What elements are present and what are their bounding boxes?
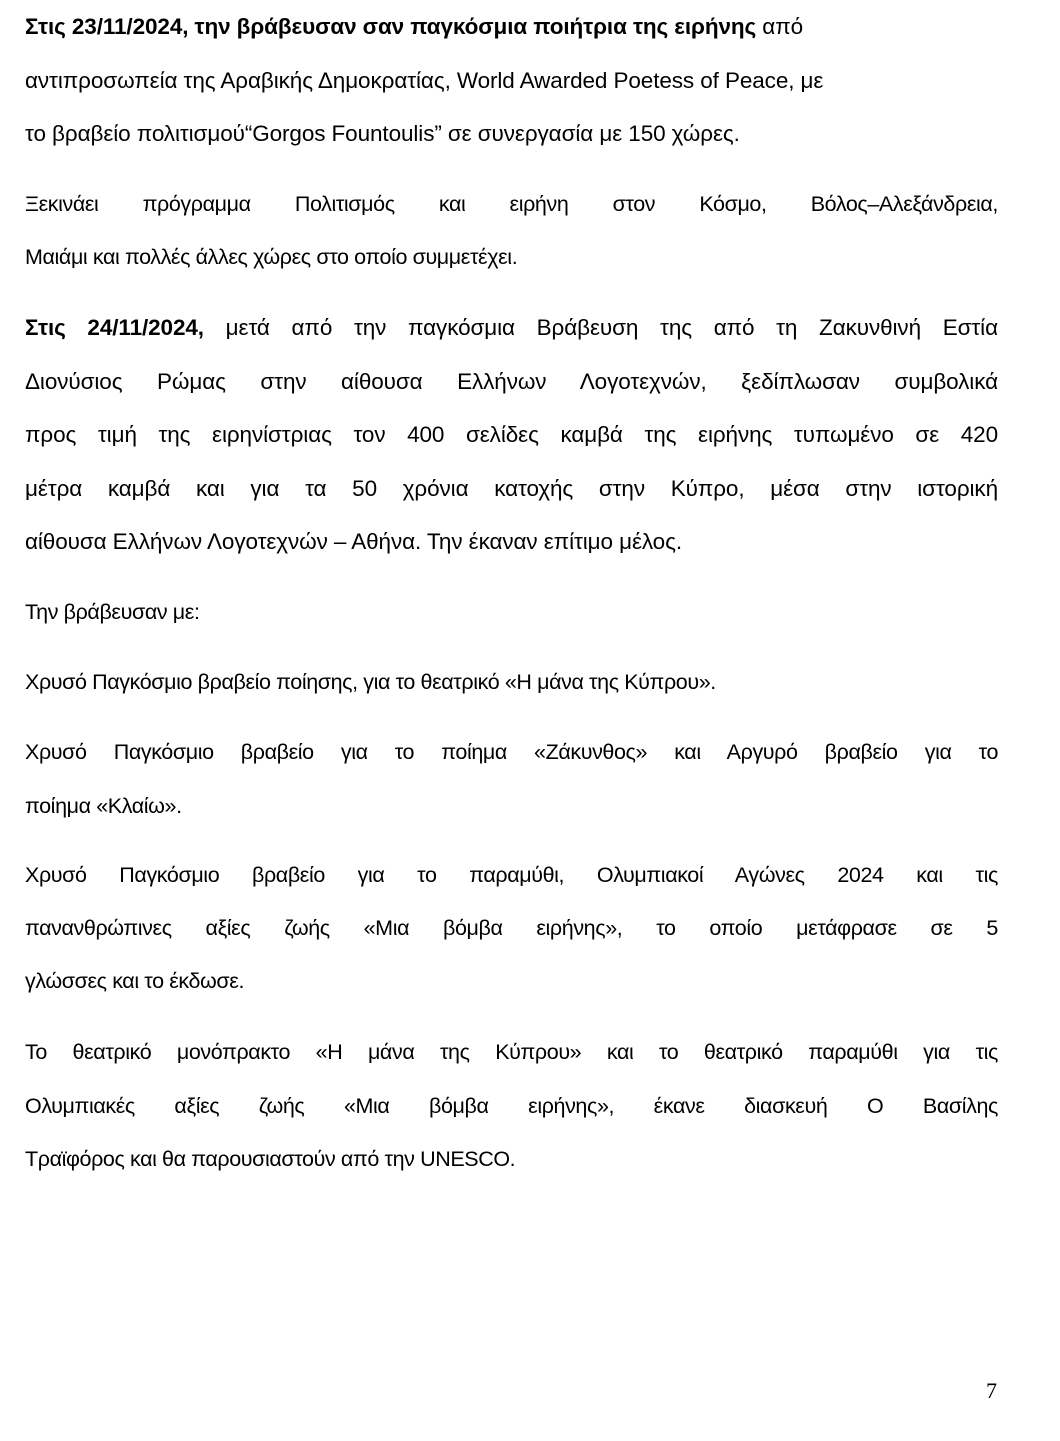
paragraph-5-line-1: Χρυσό Παγκόσμιο βραβείο ποίησης, για το θεατρικό «Η μάνα της Κύπρου». — [25, 670, 716, 694]
paragraph-6-line-1: Χρυσό Παγκόσμιο βραβείο για το ποίημα «Ζάκυνθος» και Αργυρό βραβείο για το — [25, 740, 998, 764]
page-number: 7 — [986, 1378, 997, 1403]
paragraph-3-line-4: μέτρα καμβά και για τα 50 χρόνια κατοχής στην Κύπρο, μέσα στην ιστορική — [25, 476, 998, 501]
paragraph-8-line-1: Το θεατρικό μονόπρακτο «Η μάνα της Κύπρου» και το θεατρικό παραμύθι για τις — [25, 1040, 998, 1064]
paragraph-7-line-3: γλώσσες και το έκδωσε. — [25, 969, 245, 993]
paragraph-7-line-2: πανανθρώπινες αξίες ζωής «Μια βόμβα ειρήνης», το οποίο μετάφρασε σε 5 — [25, 916, 998, 940]
paragraph-3-line-2: Διονύσιος Ρώμας στην αίθουσα Ελλήνων Λογοτεχνών, ξεδίπλωσαν συμβολικά — [25, 369, 998, 394]
paragraph-8-line-2: Ολυμπιακές αξίες ζωής «Μια βόμβα ειρήνης», έκανε διασκευή Ο Βασίλης — [25, 1094, 998, 1118]
paragraph-4-line-1: Την βράβευσαν με: — [25, 600, 200, 624]
paragraph-1-line-1 — [25, 12, 998, 42]
paragraph-3-line-1 — [25, 313, 998, 343]
paragraph-2-line-1: Ξεκινάει πρόγραμμα Πολιτισμός και ειρήνη στον Κόσμο, Βόλος–Αλεξάνδρεια, — [25, 192, 998, 216]
paragraph-1-line-2: αντιπροσωπεία της Αραβικής Δημοκρατίας, World Awarded Poetess of Peace, με — [25, 68, 824, 93]
paragraph-8-line-3: Τραϊφόρος και θα παρουσιαστούν από την UNESCO. — [25, 1147, 516, 1171]
bold-date-phrase: Στις 24/11/2024, — [25, 315, 204, 340]
paragraph-3-line-3: προς τιμή της ειρηνίστριας τον 400 σελίδες καμβά της ειρήνης τυπωμένο σε 420 — [25, 422, 998, 447]
paragraph-1-line-3: το βραβείο πολιτισμού“Gorgos Fountoulis” σε συνεργασία με 150 χώρες. — [25, 121, 740, 146]
bold-date-phrase: Στις 23/11/2024, την βράβευσαν σαν παγκόσμια ποιήτρια της ειρήνης — [25, 14, 757, 39]
paragraph-3-line-5: αίθουσα Ελλήνων Λογοτεχνών – Αθήνα. Την έκαναν επίτιμο μέλος. — [25, 529, 682, 554]
paragraph-2-line-2: Μαιάμι και πολλές άλλες χώρες στο οποίο συμμετέχει. — [25, 245, 518, 269]
paragraph-6-line-2: ποίημα «Κλαίω». — [25, 794, 182, 818]
text-run: μετά από την παγκόσμια Βράβευση της από τη Ζακυνθινή Εστία — [203, 315, 998, 340]
paragraph-7-line-1: Χρυσό Παγκόσμιο βραβείο για το παραμύθι, Ολυμπιακοί Αγώνες 2024 και τις — [25, 863, 998, 887]
text-run: από — [756, 14, 804, 39]
